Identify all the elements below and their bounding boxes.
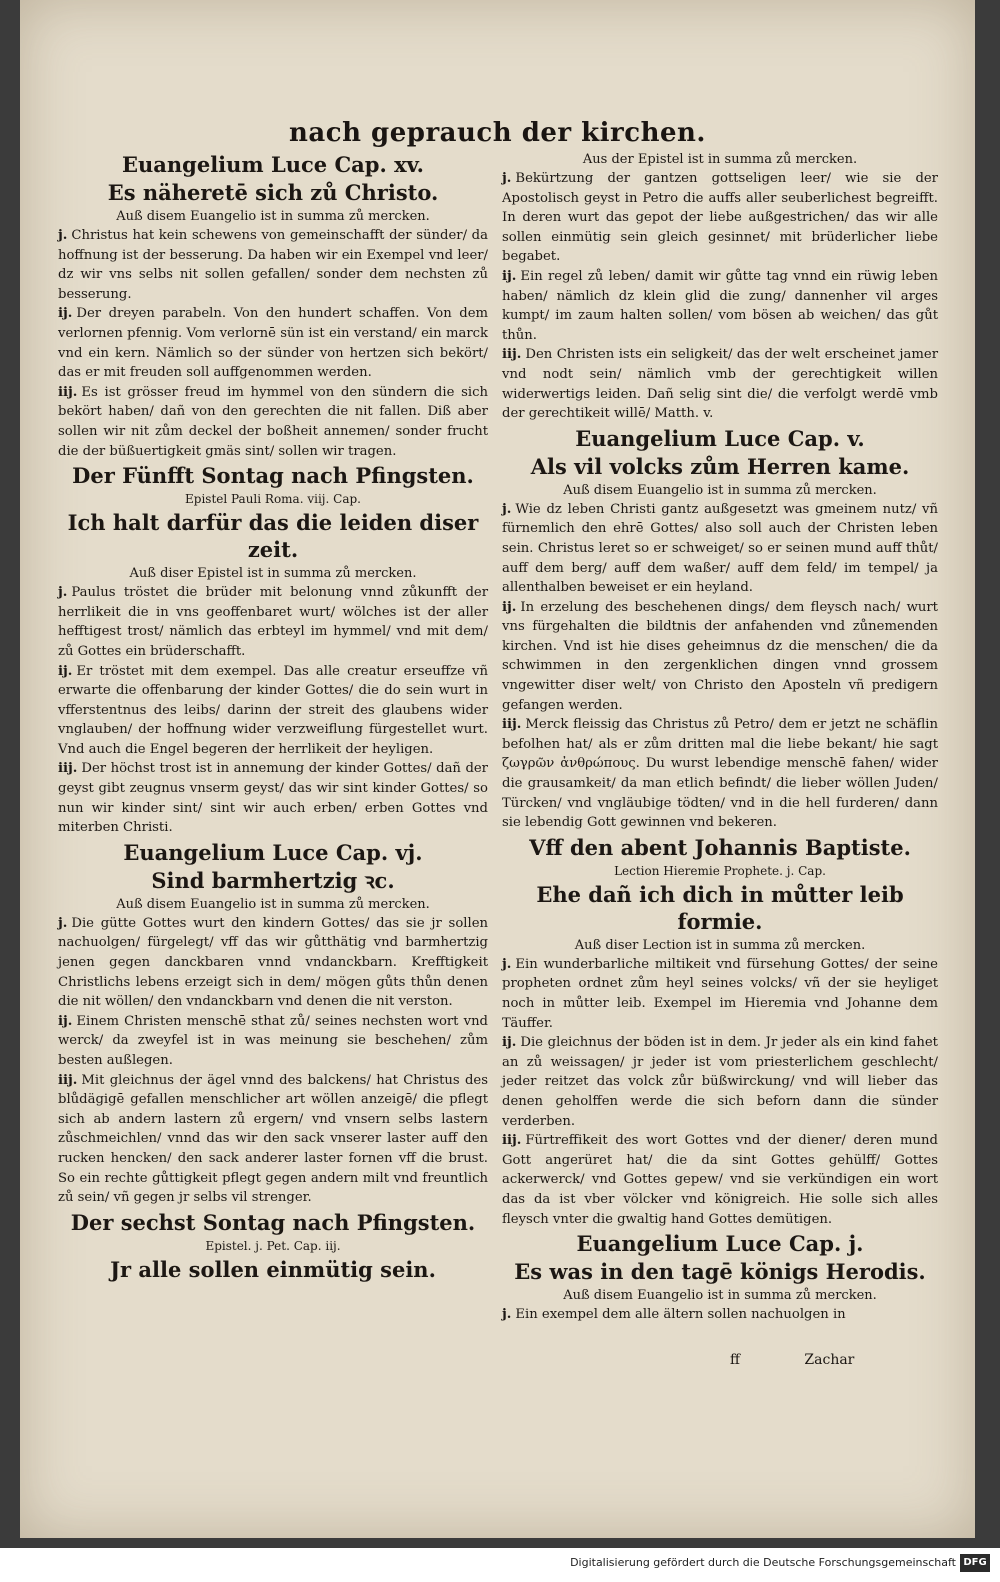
paragraph [58, 304, 488, 382]
paragraph-text: Der dreyen parabeln. Von den hundert schaffen. Von dem verlornen pfennig. Vom verlornē sün ist ein verstand/ ein marck vnd ein kern. Nämlich so der sünder von hertzen sich bekört/ das er mit freuden soll auffgenommen werden. [58, 306, 488, 381]
paragraph [502, 345, 938, 423]
summary-intro: Auß diser Epistel ist in summa zů mercken. [129, 566, 417, 582]
summary-intro: Auß diser Lection ist in summa zů mercken. [574, 937, 866, 953]
paragraph-text: Mit gleichnus der ägel vnnd des balckens/ hat Christus des blůdägigē gefallen menschlicher art wöllen anzeigē/ die pflegt sich ab andern lastern zů ergern/ vnd vnsern selbs lastern zůschmeichlen/ vnnd das wir den sack vnserer laster auff den rucken hencken/ den sack anderer laster fornen vff die brust. So ein rechte gůttigkeit pflegt gegen andern milt vnd freuntlich zů sein/ vñ gegen jr selbs vil strenger. [58, 1072, 488, 1206]
section-heading: Ich halt darfür das die leiden diser zeit. [67, 510, 479, 563]
paragraph-text: Paulus tröstet die brüder mit belonung vnnd zůkunfft der herrlikeit die in vns geoffenbaret wurt/ wölches ist der aller hefftigest trost/ nämlich das erbteyl im hymmel/ vnd mit dem/ zů Gottes ein brüderschafft. [58, 585, 488, 659]
paragraph-number: iij. [58, 1072, 78, 1088]
paragraph-text: Ein wunderbarliche miltikeit vnd fürsehung Gottes/ der seine propheten ordnet zům heyl seines volcks/ vñ der sie heyliget noch in můtter leib. Exempel im Hieremia vnd Johanne dem Täuffer. [502, 956, 938, 1031]
paragraph-text: Die gleichnus der böden ist in dem. Jr jeder als ein kind fahet an zů weissagen/ jr jeder ist vom priesterlichem geschlecht/ jeder reitzet das volck zůr büßwirckung/ vnd will lieber das denen geholffen werde die sich beforn dann die sünder verderben. [502, 1035, 938, 1129]
paragraph [502, 955, 938, 1033]
section-heading: Vff den abent Johannis Baptiste. [529, 834, 911, 860]
paragraph-text: In erzelung des beschehenen dings/ dem fleysch nach/ wurt vns fürgehalten die bildtnis der anfahenden vnd zůnemenden kirchen. Vnd ist hie dises geheimnus dz die menschen/ die da schwimmen in den zergenklichen dingen vnnd grossem vngewitter diser welt/ von Christo den Aposteln vñ predigern gefangen werden. [502, 599, 938, 713]
section-subheading: Lection Hieremie Prophete. j. Cap. [614, 863, 826, 878]
paragraph-number: j. [502, 956, 512, 972]
paragraph-text: Christus hat kein schewens von gemeinschafft der sünder/ da hoffnung ist der besserung. Da haben wir ein Exempel vnd leer/ dz wir vns selbs nit sollen gefallen/ sonder dem nechsten zů besserung. [58, 228, 488, 302]
paragraph-number: iij. [58, 384, 78, 400]
catchword [730, 1352, 930, 1368]
section-heading: Als vil volcks zům Herren kame. [530, 453, 910, 479]
paragraph-text: Den Christen ists ein seligkeit/ das der welt erscheinet jamer vnd nodt sein/ nämlich vmb der gerechtigkeit willen widerwertigs leiden. Dañ selig sint die/ die verfolgt werdē vmb der gerechtikeit willē/ Matth. v. [502, 347, 938, 422]
running-head: nach geprauch der kirchen. [289, 118, 706, 148]
paragraph-text: Ein regel zů leben/ damit wir gůtte tag vnnd ein rüwig leben haben/ nämlich dz klein glid die zung/ dannenher vil arges kumpt/ im zaum halten sollen/ vom bösen ab weichen/ das gůt thůn. [502, 268, 938, 343]
paragraph-number: j. [502, 1307, 512, 1323]
dfg-logo: DFG [960, 1554, 990, 1572]
paragraph [58, 759, 488, 837]
paragraph-number: ij. [502, 599, 517, 615]
section-heading: Der sechst Sontag nach Pfingsten. [70, 1209, 476, 1235]
paragraph-number: ij. [502, 268, 517, 284]
section-heading: Es was in den tagē königs Herodis. [514, 1259, 926, 1285]
section-heading: Euangelium Luce Cap. j. [576, 1231, 864, 1257]
section-subheading: Epistel Pauli Roma. viij. Cap. [185, 492, 361, 507]
paragraph-number: ij. [58, 663, 73, 679]
paragraph-number: j. [502, 171, 512, 186]
paragraph-number: j. [502, 501, 512, 517]
left-column [58, 150, 488, 1284]
paragraph-number: iij. [502, 1133, 522, 1149]
paragraph-number: iij. [502, 347, 522, 363]
footer-credit: Digitalisierung gefördert durch die Deutsche Forschungsgemeinschaft [570, 1556, 956, 1569]
paragraph-number: ij. [58, 306, 73, 322]
section-heading: Der Fünfft Sontag nach Pfingsten. [72, 463, 474, 489]
paragraph-number: iij. [502, 717, 522, 733]
signature-mark: ff [730, 1352, 740, 1368]
section-subheading: Epistel. j. Pet. Cap. iij. [205, 1238, 341, 1253]
paragraph [58, 1012, 488, 1071]
right-column [502, 150, 938, 1325]
paragraph-number: j. [58, 585, 68, 601]
paragraph-text: Wie dz leben Christi gantz außgesetzt was gmeinem nutz/ vñ fürnemlich den ehrē Gottes/ also soll auch der Christen leben sein. Christus leret so er schweiget/ so er seinen mund auff thůt/ auff dem berg/ auff dem waßer/ auff dem feld/ im tempel/ ja allenthalben beweiset er ein heyland. [502, 501, 938, 596]
section-heading: Euangelium Luce Cap. v. [575, 425, 865, 451]
paragraph [502, 1305, 938, 1325]
section-heading: Euangelium Luce Cap. xv. [122, 152, 424, 177]
paragraph-text: Die gütte Gottes wurt den kindern Gottes/ das sie jr sollen nachuolgen/ fürgelegt/ vff das wir gůtthätig vnd barmhertzig jenen gegen danckbaren vnnd vndanckbarn. Krefftigkeit Christlichs lebens erzeigt sich in dem/ mögen gůts thůn denen die nit wöllen/ den vndanckbarn vnd denen die nit verston. [58, 915, 488, 1010]
paragraph-text: Merck fleissig das Christus zů Petro/ dem er jetzt ne schäflin befolhen hat/ als er zům dritten mal die liebe bekant/ hie sagt ζωγρῶν ἀνθρώπους. Du wurst lebendige menschē fahen/ wider die grausamkeit/ da man etlich befindt/ die lieber wöllen Juden/ Türcken/ vnd vngläubige tödten/ vnd in die hell furderen/ dann sie lebendig Gott gewinnen vnd bekeren. [502, 717, 938, 831]
paragraph-text: Bekürtzung der gantzen gottseligen leer/ wie sie der Apostolisch geyst in Petro die auffs aller seuberlichest begreifft. In deren wurt das gepot der liebe außgestrichen/ das wir alle sollen einmütig sein gleich gesinnet/ mit brüderlicher liebe begabet. [502, 171, 938, 265]
summary-intro: Auß disem Euangelio ist in summa zů mercken. [116, 209, 430, 224]
paragraph [58, 226, 488, 304]
paragraph [502, 267, 938, 345]
catchword-text: Zachar [804, 1352, 855, 1368]
paragraph-number: ij. [58, 1013, 73, 1029]
paragraph [58, 383, 488, 461]
paragraph-text: Ein exempel dem alle ältern sollen nachuolgen in [515, 1307, 846, 1323]
paragraph [502, 598, 938, 716]
paragraph-number: j. [58, 915, 68, 931]
paragraph [58, 914, 488, 1012]
paragraph [58, 583, 488, 661]
paragraph [502, 1131, 938, 1229]
section-heading: Euangelium Luce Cap. vj. [123, 839, 423, 865]
section-heading: Es näheretē sich zů Christo. [107, 180, 439, 205]
summary-intro: Aus der Epistel ist in summa zů mercken. [582, 152, 858, 167]
book-page [20, 0, 975, 1538]
summary-intro: Auß disem Euangelio ist in summa zů mercken. [563, 482, 877, 498]
paragraph-text: Einem Christen menschē sthat zů/ seines nechsten wort vnd werck/ da zweyfel ist in was meinung sie beschehen/ zům besten außlegen. [58, 1013, 488, 1068]
paragraph [502, 715, 938, 833]
paragraph-text: Er tröstet mit dem exempel. Das alle creatur erseuffze vñ erwarte die offenbarung der kinder Gottes/ die do sein wurt in vfferstentnus des leibs/ darinn der streit des glaubens wider vnglauben/ der hoffnung wider verzweiflung fürgestellet wurt. Vnd auch die Engel begeren der herrlikeit der heyligen. [58, 663, 488, 757]
paragraph-text: Der höchst trost ist in annemung der kinder Gottes/ dañ der geyst gibt zeugnus vnserm geyst/ das wir sint kinder Gottes/ so nun wir kinder sint/ sint wir auch erben/ erben Gottes vnd miterben Christi. [58, 761, 488, 836]
section-heading: Sind barmhertzig ꝛc. [151, 867, 395, 893]
paragraph-number: ij. [502, 1035, 517, 1051]
paragraph [502, 169, 938, 267]
section-heading: Ehe dañ ich dich in můtter leib formie. [536, 881, 904, 934]
paragraph-text: Fürtreffikeit des wort Gottes vnd der diener/ deren mund Gott angerüret hat/ die da sint Gottes gehülff/ Gottes ackerwerck/ vnd Gottes gepew/ vnd sie verkündigen ein wort das da ist vber völcker vnd königreich. Hie solle sich alles fleysch vnter die gwaltig hand Gottes demütigen. [502, 1133, 938, 1227]
summary-intro: Auß disem Euangelio ist in summa zů mercken. [116, 896, 430, 912]
paragraph [502, 1033, 938, 1131]
summary-intro: Auß disem Euangelio ist in summa zů mercken. [563, 1288, 877, 1304]
paragraph [502, 500, 938, 598]
paragraph [58, 662, 488, 760]
paragraph-number: iij. [58, 761, 78, 777]
section-heading: Jr alle sollen einmütig sein. [110, 1256, 436, 1282]
paragraph [58, 1071, 488, 1208]
paragraph-text: Es ist grösser freud im hymmel von den sündern die sich bekört haben/ dañ von den gerechten die nit fallen. Diß aber sollen wir nit zům deckel der boßheit annemen/ sonder frucht die der büßuertigkeit gmäs sint/ sollen wir tragen. [58, 384, 488, 459]
paragraph-number: j. [58, 228, 68, 243]
